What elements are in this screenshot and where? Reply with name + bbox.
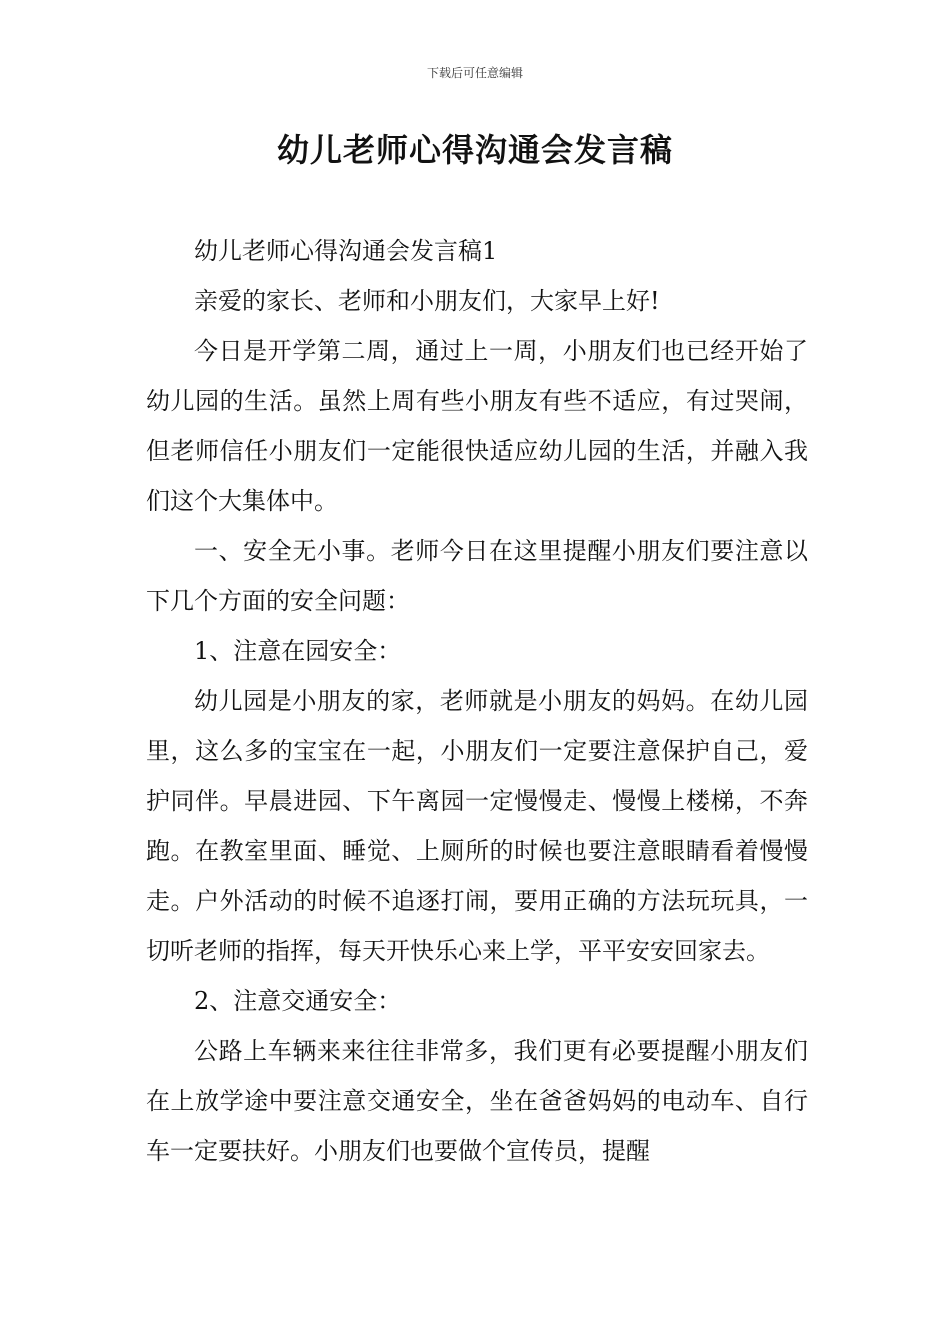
paragraph-intro: 今日是开学第二周，通过上一周，小朋友们也已经开始了幼儿园的生活。虽然上周有些小朋友有些不适应，有过哭闹，但老师信任小朋友们一定能很快适应幼儿园的生活，并融入我们这个大集体中。	[146, 337, 808, 515]
document-title: 幼儿老师心得沟通会发言稿	[276, 131, 673, 169]
header-note: 下载后可任意编辑	[426, 66, 523, 80]
paragraph-section-1-heading: 1、注意在园安全：	[194, 637, 402, 665]
paragraph-greeting: 亲爱的家长、老师和小朋友们，大家早上好!	[194, 287, 660, 315]
paragraph-safety-heading: 一、安全无小事。老师今日在这里提醒小朋友们要注意以下几个方面的安全问题：	[146, 537, 808, 615]
paragraph-subtitle: 幼儿老师心得沟通会发言稿1	[194, 237, 498, 265]
paragraph-section-1-body: 幼儿园是小朋友的家，老师就是小朋友的妈妈。在幼儿园里，这么多的宝宝在一起，小朋友们一定要注意保护自己，爱护同伴。早晨进园、下午离园一定慢慢走、慢慢上楼梯，不奔跑。在教室里面、睡觉、上厕所的时候也要注意眼睛看着慢慢走。户外活动的时候不追逐打闹，要用正确的方法玩玩具，一切听老师的指挥，每天开快乐心来上学，平平安安回家去。	[146, 687, 808, 965]
document-body	[146, 226, 808, 1176]
paragraph-section-2-body: 公路上车辆来来往往非常多，我们更有必要提醒小朋友们在上放学途中要注意交通安全，坐在爸爸妈妈的电动车、自行车一定要扶好。小朋友们也要做个宣传员，提醒	[146, 1037, 808, 1165]
paragraph-section-2-heading: 2、注意交通安全：	[194, 987, 402, 1015]
